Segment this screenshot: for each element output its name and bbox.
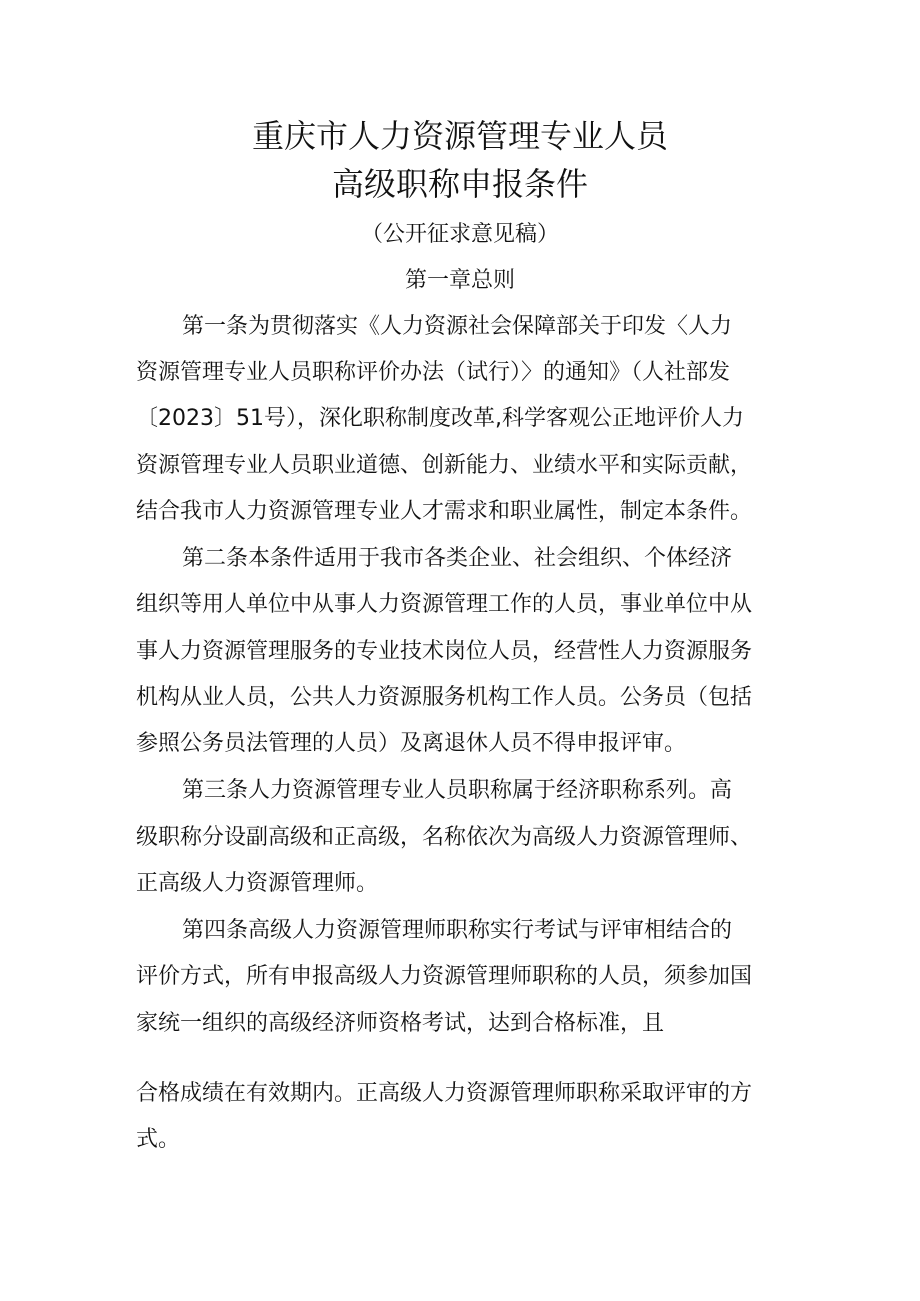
paragraph-line: 〔2023〕51号），深化职称制度改革,科学客观公正地评价人力 bbox=[136, 406, 744, 431]
document-subtitle: （公开征求意见稿） bbox=[360, 222, 559, 247]
paragraph-line: 第四条高级人力资源管理师职称实行考试与评审相结合的 bbox=[182, 918, 733, 943]
paragraph-line: 评价方式，所有申报高级人力资源管理师职称的人员，须参加国 bbox=[136, 964, 753, 989]
paragraph-line: 第二条本条件适用于我市各类企业、社会组织、个体经济 bbox=[182, 546, 733, 571]
chapter-heading: 第一章总则 bbox=[404, 268, 515, 293]
paragraph-line: 机构从业人员，公共人力资源服务机构工作人员。公务员（包括 bbox=[136, 685, 753, 710]
paragraph-line: 组织等用人单位中从事人力资源管理工作的人员，事业单位中从 bbox=[136, 592, 753, 617]
paragraph-line: 资源管理专业人员职业道德、创新能力、业绩水平和实际贡献， bbox=[136, 453, 753, 478]
paragraph-line: 事人力资源管理服务的专业技术岗位人员，经营性人力资源服务 bbox=[136, 639, 753, 664]
document-title-line2: 高级职称申报条件 bbox=[331, 165, 588, 203]
paragraph-line: 级职称分设副高级和正高级，名称依次为高级人力资源管理师、 bbox=[136, 825, 753, 850]
paragraph-line: 第一条为贯彻落实《人力资源社会保障部关于印发〈人力 bbox=[182, 314, 733, 339]
paragraph-line: 第三条人力资源管理专业人员职称属于经济职称系列。高 bbox=[182, 778, 733, 803]
paragraph-line: 正高级人力资源管理师。 bbox=[136, 871, 379, 896]
paragraph-line: 资源管理专业人员职称评价办法（试行）〉的通知》（人社部发 bbox=[136, 360, 731, 385]
document-title-line1: 重庆市人力资源管理专业人员 bbox=[251, 117, 668, 155]
paragraph-line: 家统一组织的高级经济师资格考试，达到合格标准，且 bbox=[136, 1011, 665, 1036]
paragraph-line: 结合我市人力资源管理专业人才需求和职业属性，制定本条件。 bbox=[136, 499, 753, 524]
paragraph-line: 参照公务员法管理的人员）及离退休人员不得申报评审。 bbox=[136, 731, 687, 756]
paragraph-line: 式。 bbox=[136, 1127, 181, 1152]
paragraph-line: 合格成绩在有效期内。正高级人力资源管理师职称采取评审的方 bbox=[136, 1081, 753, 1106]
